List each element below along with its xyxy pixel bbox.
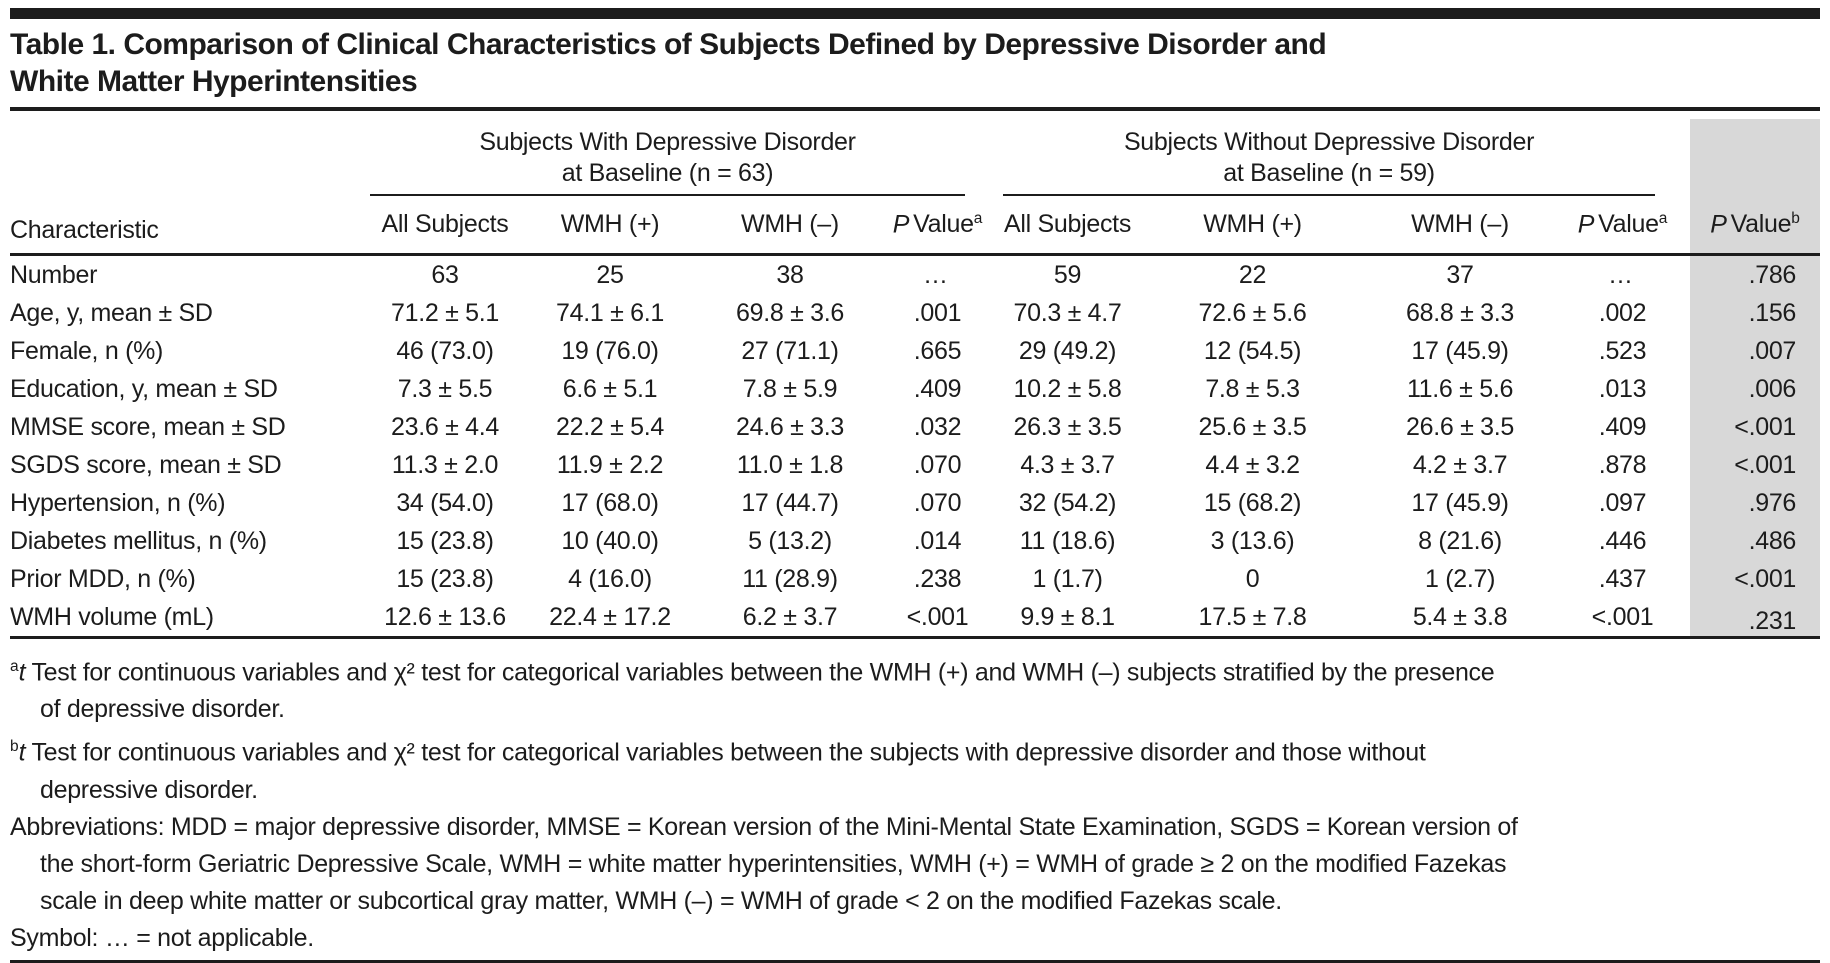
row-characteristic: Hypertension, n (%) [10, 489, 226, 517]
p-value-word: Value [1598, 210, 1659, 239]
footnote-t-italic: t [18, 738, 26, 767]
row-characteristic: SGDS score, mean ± SD [10, 451, 282, 479]
p-value-word: Value [913, 210, 974, 239]
col-header-all-subjects-1: All Subjects [370, 196, 520, 255]
table-title-line1: Table 1. Comparison of Clinical Characteristics of Subjects Defined by Depressive Disorder and [10, 28, 1327, 61]
row-characteristic: MMSE score, mean ± SD [10, 413, 286, 441]
footnotes [10, 648, 1820, 957]
cell: 17 (68.0) [561, 489, 659, 517]
cell: 11.9 ± 2.2 [556, 451, 664, 479]
cell: 11.3 ± 2.0 [391, 451, 499, 479]
cell: .786 [1690, 255, 1820, 295]
cell: 17 (44.7) [741, 489, 839, 517]
p-value-word: Value [1730, 210, 1792, 239]
cell: <.001 [1690, 560, 1820, 598]
cell: … [1608, 261, 1638, 289]
cell: .976 [1690, 484, 1820, 522]
cell: 25.6 ± 3.5 [1198, 413, 1307, 441]
cell: 19 (76.0) [561, 337, 659, 365]
cell: .446 [1598, 527, 1647, 555]
table-row [10, 255, 1820, 295]
col-header-wmh-plus-2: WMH (+) [1140, 196, 1365, 255]
cell: 24.6 ± 3.3 [735, 413, 845, 441]
bottom-rule [10, 960, 1820, 963]
cell: 26.6 ± 3.5 [1406, 413, 1515, 441]
row-characteristic: Age, y, mean ± SD [10, 299, 213, 327]
footnote-a-line1 [10, 648, 1820, 691]
cell: 17 (45.9) [1411, 337, 1509, 365]
column-header-row [10, 196, 1820, 255]
cell: 22 [1238, 261, 1267, 289]
row-characteristic: Education, y, mean ± SD [10, 375, 278, 403]
col-header-wmh-minus-1: WMH (–) [700, 196, 880, 255]
title-rule [10, 107, 1820, 111]
cell: 12 (54.5) [1203, 337, 1302, 365]
cell: .070 [913, 451, 962, 479]
cell: .486 [1690, 522, 1820, 560]
footnote-marker-b: b [10, 738, 19, 756]
cell: 29 (49.2) [1018, 337, 1117, 365]
clinical-characteristics-table [10, 119, 1820, 639]
group-header-with-depression [370, 119, 995, 196]
cell: .006 [1690, 370, 1820, 408]
table-row [10, 484, 1820, 522]
symbol-note: Symbol: … = not applicable. [10, 923, 314, 952]
cell: 68.8 ± 3.3 [1406, 299, 1515, 327]
cell: 8 (21.6) [1418, 527, 1502, 555]
cell: 10 (40.0) [561, 527, 659, 555]
table-row [10, 598, 1820, 638]
cell: 59 [1053, 261, 1082, 289]
col-header-all-subjects-2: All Subjects [995, 196, 1140, 255]
cell: 15 (23.8) [396, 565, 494, 593]
top-divider-bar [10, 8, 1820, 19]
cell: 0 [1245, 565, 1260, 593]
cell: 6.2 ± 3.7 [700, 598, 880, 638]
row-characteristic: WMH volume (mL) [10, 598, 370, 638]
cell: 7.8 ± 5.9 [742, 375, 838, 403]
table-title-line2: White Matter Hyperintensities [10, 65, 418, 98]
cell: 11 (28.9) [742, 565, 838, 593]
footnote-b-line2: depressive disorder. [40, 775, 258, 804]
table-row [10, 446, 1820, 484]
cell: .665 [913, 337, 962, 365]
col-header-p-value-a-1 [880, 196, 995, 255]
group1-title-line2: at Baseline (n = 63) [561, 159, 774, 187]
cell: 17 (45.9) [1411, 489, 1509, 517]
cell: .156 [1690, 294, 1820, 332]
footnote-marker-a: a [973, 209, 983, 227]
row-characteristic: Female, n (%) [10, 337, 164, 365]
cell: <.001 [1690, 446, 1820, 484]
cell: .097 [1598, 489, 1647, 517]
group2-title-line1: Subjects Without Depressive Disorder [1123, 128, 1535, 156]
cell: 17.5 ± 7.8 [1140, 598, 1365, 638]
table-row [10, 522, 1820, 560]
cell: 70.3 ± 4.7 [1013, 299, 1122, 327]
table-title [10, 26, 1820, 100]
table-row [10, 408, 1820, 446]
cell: 1 (2.7) [1424, 565, 1496, 593]
cell: .007 [1690, 332, 1820, 370]
cell: 32 (54.2) [1018, 489, 1117, 517]
cell: .409 [913, 375, 962, 403]
col-header-p-value-b [1690, 196, 1820, 255]
p-value-b-header-spacer [1690, 119, 1820, 196]
cell: 74.1 ± 6.1 [555, 299, 665, 327]
table-row [10, 560, 1820, 598]
cell: 1 (1.7) [1032, 565, 1103, 593]
cell: .070 [913, 489, 962, 517]
cell: 6.6 ± 5.1 [562, 375, 658, 403]
group-header-without-depression [995, 119, 1690, 196]
cell: .001 [913, 299, 962, 327]
cell: … [923, 261, 953, 289]
cell: .437 [1598, 565, 1647, 593]
cell: 23.6 ± 4.4 [390, 413, 500, 441]
footnote-a-line2: of depressive disorder. [40, 695, 285, 724]
group2-title-line2: at Baseline (n = 59) [1223, 159, 1435, 187]
table-row [10, 294, 1820, 332]
table-row [10, 332, 1820, 370]
cell: 12.6 ± 13.6 [370, 598, 520, 638]
cell: 72.6 ± 5.6 [1198, 299, 1307, 327]
cell: <.001 [1555, 598, 1690, 638]
cell: 7.3 ± 5.5 [397, 375, 493, 403]
cell: 38 [776, 261, 804, 289]
cell: 11 (18.6) [1019, 527, 1116, 555]
cell: .013 [1598, 375, 1647, 403]
cell: 11.6 ± 5.6 [1406, 375, 1514, 403]
p-value-p: P [1710, 210, 1727, 239]
footnote-a-text: Test for continuous variables and χ² test for categorical variables between the WMH (+) and WMH (–) subjects stratified by the presence [25, 658, 1495, 687]
cell: 46 (73.0) [396, 337, 494, 365]
cell: 10.2 ± 5.8 [1013, 375, 1122, 403]
cell: 4.4 ± 3.2 [1205, 451, 1300, 479]
cell: .032 [913, 413, 962, 441]
cell: 9.9 ± 8.1 [995, 598, 1140, 638]
group-row-spacer [10, 119, 370, 196]
cell: 22.4 ± 17.2 [520, 598, 700, 638]
p-value-p: P [1577, 210, 1595, 239]
cell: <.001 [1690, 408, 1820, 446]
footnote-t-italic: t [18, 658, 26, 687]
cell: 5.4 ± 3.8 [1365, 598, 1555, 638]
cell: .238 [913, 565, 962, 593]
cell: 27 (71.1) [741, 337, 839, 365]
cell: 5 (13.2) [748, 527, 832, 555]
footnote-b-line1 [10, 728, 1820, 771]
cell: 15 (23.8) [396, 527, 494, 555]
row-characteristic: Prior MDD, n (%) [10, 565, 196, 593]
cell: .231 [1690, 598, 1820, 638]
row-characteristic: Diabetes mellitus, n (%) [10, 527, 267, 555]
cell: .409 [1598, 413, 1647, 441]
cell: .014 [913, 527, 962, 555]
cell: 3 (13.6) [1210, 527, 1295, 555]
cell: 7.8 ± 5.3 [1205, 375, 1300, 403]
p-value-p: P [892, 210, 910, 239]
table-row [10, 370, 1820, 408]
cell: 4.2 ± 3.7 [1412, 451, 1508, 479]
group1-title-line1: Subjects With Depressive Disorder [479, 128, 856, 156]
col-header-wmh-minus-2: WMH (–) [1365, 196, 1555, 255]
cell: 71.2 ± 5.1 [390, 299, 500, 327]
cell: 37 [1446, 261, 1474, 289]
cell: 69.8 ± 3.6 [735, 299, 845, 327]
characteristic-column-header: Characteristic [10, 196, 370, 255]
footnote-marker-a: a [1658, 209, 1668, 227]
abbreviations-line1: Abbreviations: MDD = major depressive disorder, MMSE = Korean version of the Mini-Mental State Examination, SGDS = Korean version of [10, 812, 1518, 841]
cell: .523 [1598, 337, 1647, 365]
row-characteristic: Number [10, 261, 98, 289]
cell: 4.3 ± 3.7 [1020, 451, 1115, 479]
cell: 25 [596, 261, 624, 289]
cell: 4 (16.0) [568, 565, 652, 593]
footnote-marker-a: a [10, 658, 19, 675]
cell: 63 [431, 261, 459, 289]
group-header-row [10, 119, 1820, 196]
cell: 26.3 ± 3.5 [1013, 413, 1122, 441]
footnote-marker-b: b [1791, 209, 1800, 227]
cell: 22.2 ± 5.4 [555, 413, 665, 441]
col-header-wmh-plus-1: WMH (+) [520, 196, 700, 255]
abbreviations-line3: scale in deep white matter or subcortical gray matter, WMH (–) = WMH of grade < 2 on the modified Fazekas scale. [40, 886, 1282, 915]
abbreviations-line2: the short-form Geriatric Depressive Scale, WMH = white matter hyperintensities, WMH (+) = WMH of grade ≥ 2 on the modified Fazekas [40, 849, 1507, 878]
col-header-p-value-a-2 [1555, 196, 1690, 255]
cell: .878 [1598, 451, 1647, 479]
cell: 34 (54.0) [396, 489, 494, 517]
cell: .002 [1598, 299, 1647, 327]
cell: <.001 [880, 598, 995, 638]
footnote-b-text: Test for continuous variables and χ² test for categorical variables between the subjects with depressive disorder and those without [25, 738, 1426, 767]
cell: 11.0 ± 1.8 [736, 451, 844, 479]
cell: 15 (68.2) [1203, 489, 1302, 517]
table-body [10, 255, 1820, 638]
